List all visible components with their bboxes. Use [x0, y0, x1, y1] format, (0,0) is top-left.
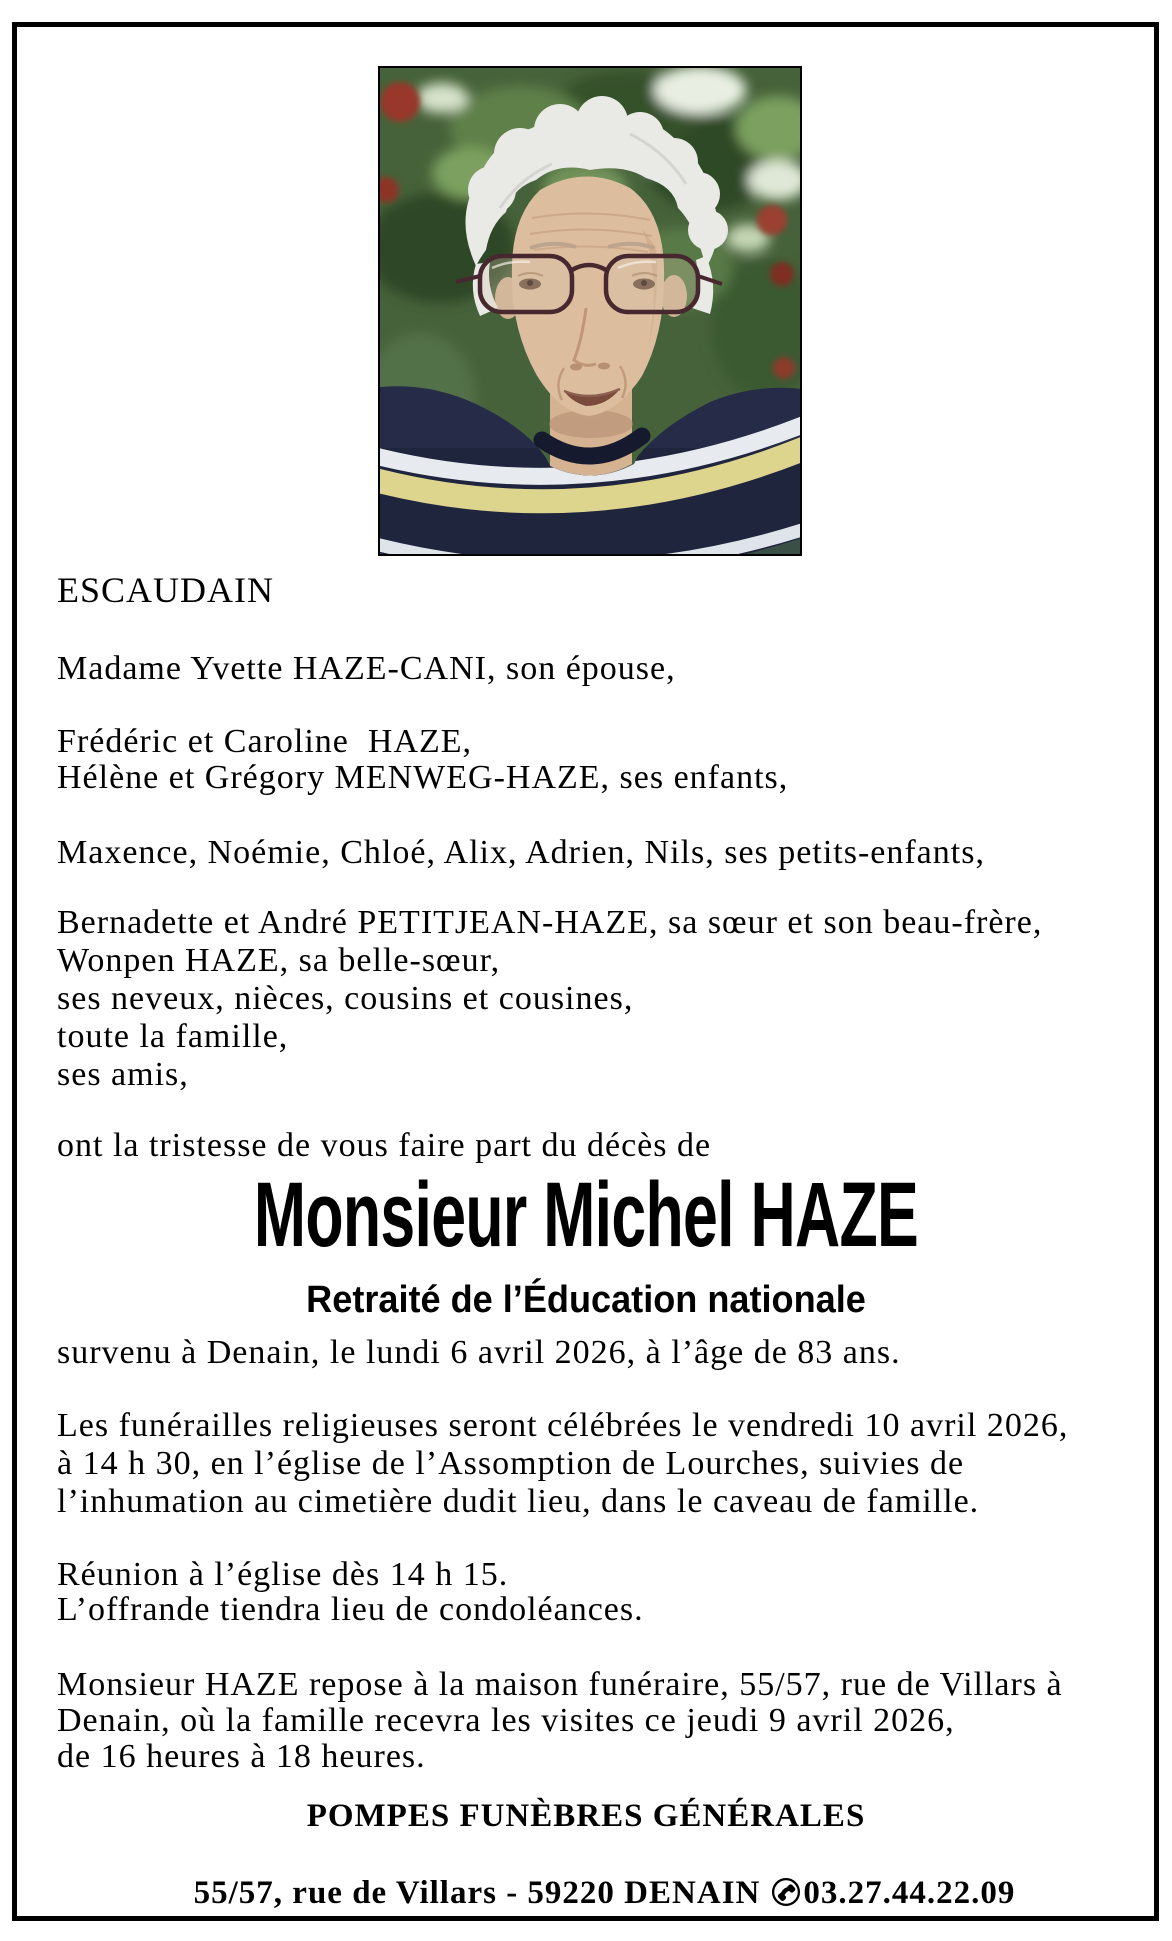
visitation-line: Denain, où la famille recevra les visites ce jeudi 9 avril 2026,	[57, 1702, 955, 1739]
funeral-home-address-line	[0, 1836, 1172, 1941]
funeral-line: Les funérailles religieuses seront célébrées le vendredi 10 avril 2026,	[57, 1407, 1069, 1444]
family-line: toute la famille,	[57, 1018, 289, 1055]
portrait-illustration	[380, 68, 800, 554]
death-date-line: survenu à Denain, le lundi 6 avril 2026, à l’âge de 83 ans.	[57, 1334, 901, 1371]
family-line: ses neveux, nièces, cousins et cousines,	[57, 980, 634, 1017]
meeting-line: Réunion à l’église dès 14 h 15.	[57, 1556, 509, 1593]
funeral-home-address: 55/57, rue de Villars - 59220 DENAIN	[193, 1875, 761, 1911]
funeral-line: l’inhumation au cimetière dudit lieu, dans le caveau de famille.	[57, 1483, 980, 1520]
phone-number: 03.27.44.22.09	[803, 1875, 1016, 1911]
family-line: Bernadette et André PETITJEAN-HAZE, sa sœur et son beau-frère,	[57, 904, 1043, 941]
visitation-line: Monsieur HAZE repose à la maison funéraire, 55/57, rue de Villars à	[57, 1666, 1063, 1703]
funeral-line: à 14 h 30, en l’église de l’Assomption de Lourches, suivies de	[57, 1445, 965, 1482]
deceased-name: Monsieur Michel HAZE	[253, 1164, 919, 1266]
telephone-icon	[770, 1876, 802, 1908]
city-line: ESCAUDAIN	[57, 570, 275, 610]
family-line: Wonpen HAZE, sa belle-sœur,	[57, 942, 501, 979]
funeral-home-name: POMPES FUNÈBRES GÉNÉRALES	[306, 1798, 866, 1834]
meeting-line: L’offrande tiendra lieu de condoléances.	[57, 1591, 644, 1628]
visitation-line: de 16 heures à 18 heures.	[57, 1738, 426, 1775]
announcement-line: ont la tristesse de vous faire part du décès de	[57, 1127, 712, 1164]
spouse-line: Madame Yvette HAZE-CANI, son épouse,	[57, 650, 676, 687]
deceased-title: Retraité de l’Éducation nationale	[306, 1279, 866, 1321]
children-line: Hélène et Grégory MENWEG-HAZE, ses enfants,	[57, 759, 789, 796]
grandchildren-line: Maxence, Noémie, Chloé, Alix, Adrien, Nils, ses petits-enfants,	[57, 834, 985, 871]
family-line: ses amis,	[57, 1056, 189, 1093]
children-line: Frédéric et Caroline HAZE,	[57, 723, 473, 760]
portrait-photo	[378, 66, 802, 556]
